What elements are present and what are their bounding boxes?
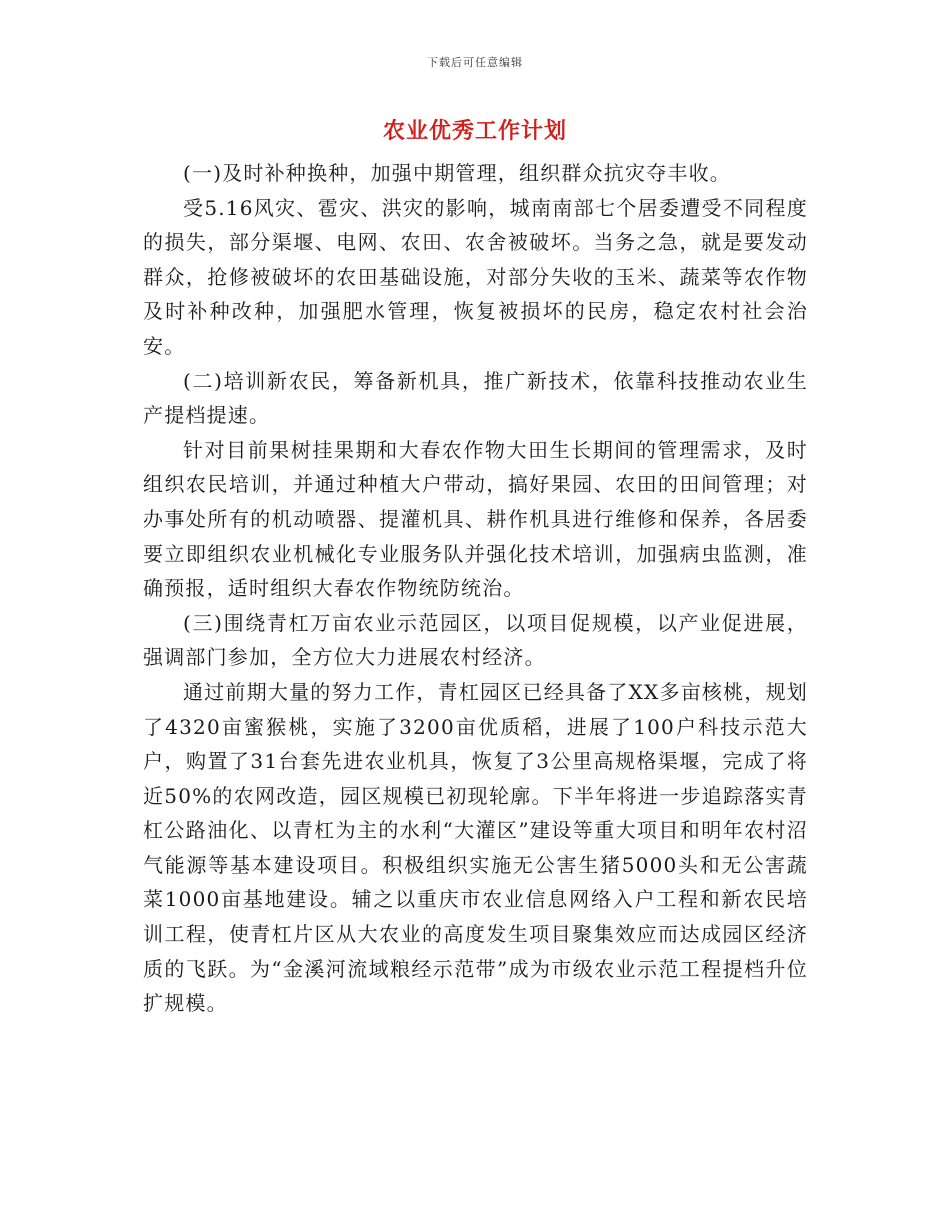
paragraph-4: 针对目前果树挂果期和大春农作物大田生长期间的管理需求，及时组织农民培训，并通过种植大户带动，搞好果园、农田的田间管理；对办事处所有的机动喷器、提灌机具、耕作机具进行维修和保养，各居委要立即组织农业机械化专业服务队并强化技术培训，加强病虫监测，准确预报，适时组织大春农作物统防统治。 (143, 437, 808, 601)
document-title: 农业优秀工作计划 (382, 118, 567, 144)
paragraph-5: (三)围绕青杠万亩农业示范园区，以项目促规模，以产业促进展，强调部门参加，全方位大力进展农村经济。 (143, 610, 808, 670)
paragraph-3: (二)培训新农民，筹备新机具，推广新技术，依靠科技推动农业生产提档提速。 (143, 368, 808, 428)
paragraph-6: 通过前期大量的努力工作，青杠园区已经具备了XX多亩核桃，规划了4320亩蜜猴桃，实施了3200亩优质稻，进展了100户科技示范大户，购置了31台套先进农业机具，恢复了3公里高规格渠堰，完成了将近50%的农网改造，园区规模已初现轮廓。下半年将进一步追踪落实青杠公路油化、以青杠为主的水利“大灌区”建设等重大项目和明年农村沼气能源等基本建设项目。积极组织实施无公害生猪5000头和无公害蔬菜1000亩基地建设。辅之以重庆市农业信息网络入户工程和新农民培训工程，使青杠片区从大农业的高度发生项目聚集效应而达成园区经济质的飞跃。为“金溪河流域粮经示范带”成为市级农业示范工程提档升位扩规模。 (143, 679, 808, 1016)
document-body (143, 156, 808, 1021)
header-note: 下载后可任意编辑 (427, 56, 523, 69)
paragraph-1: (一)及时补种换种，加强中期管理，组织群众抗灾夺丰收。 (183, 161, 732, 185)
paragraph-2: 受5.16风灾、雹灾、洪灾的影响，城南南部七个居委遭受不同程度的损失，部分渠堰、电网、农田、农舍被破坏。当务之急，就是要发动群众，抢修被破坏的农田基础设施，对部分失收的玉米、蔬菜等农作物及时补种改种，加强肥水管理，恢复被损坏的民房，稳定农村社会治安。 (143, 195, 808, 358)
